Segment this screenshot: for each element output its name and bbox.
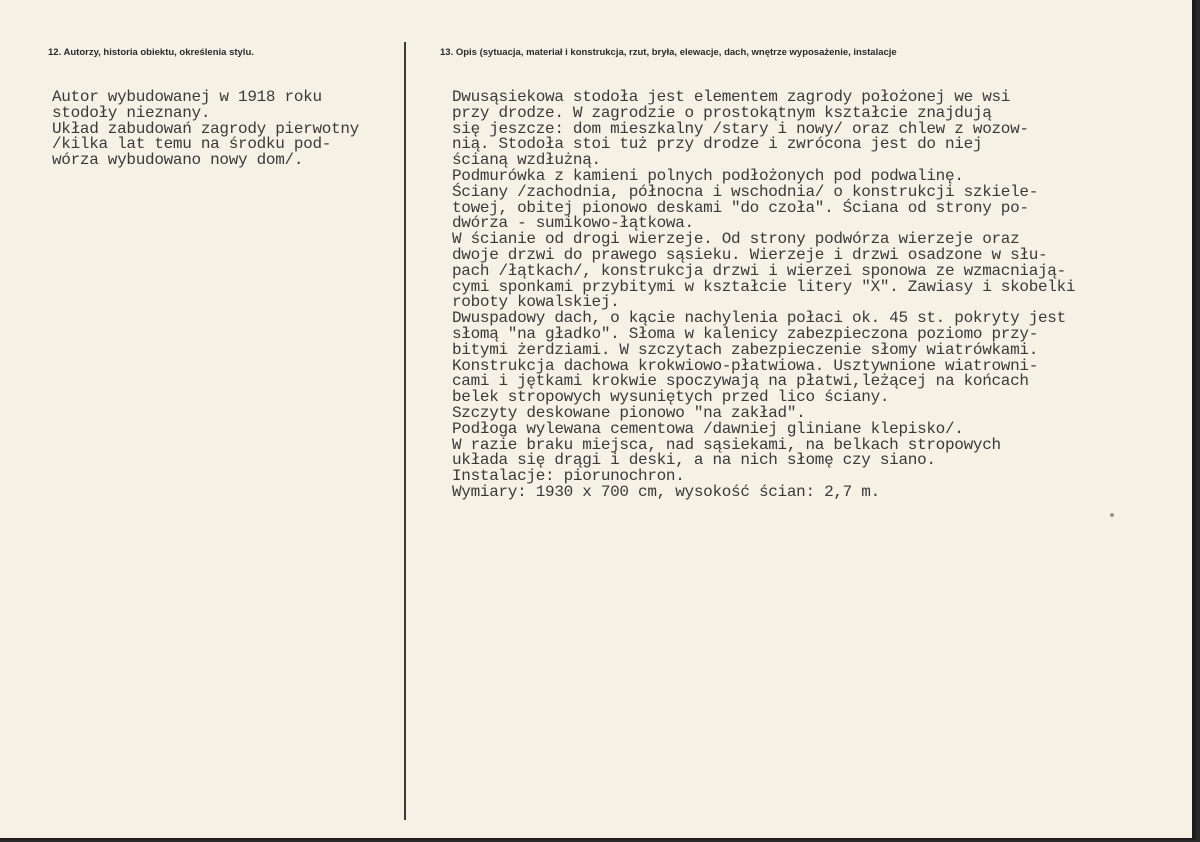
section-12-header: 12. Autorzy, historia obiektu, określenia stylu. — [48, 47, 254, 58]
text-line: W ścianie od drogi wierzeje. Od strony podwórza wierzeje oraz — [452, 230, 1020, 249]
paper-speck — [1110, 513, 1114, 517]
description-text — [452, 90, 1075, 501]
text-line: bitymi żerdziami. W szczytach zabezpieczenie słomy wiatrówkami. — [452, 340, 1038, 359]
text-line: Podmurówka z kamieni polnych podłożonych pod podwalinę. — [452, 166, 964, 185]
text-line: W razie braku miejsca, nad sąsiekami, na belkach stropowych — [452, 435, 1001, 454]
text-line: towej, obitej pionowo deskami "do czoła". Ściana od strony po- — [452, 198, 1029, 217]
text-line: nią. Stodoła stoi tuż przy drodze i zwrócona jest do niej — [452, 135, 983, 154]
text-line: cami i jętkami krokwie spoczywają na płatwi,leżącej na końcach — [452, 372, 1029, 391]
text-line: Szczyty deskowane pionowo "na zakład". — [452, 403, 806, 422]
text-line: roboty kowalskiej. — [452, 293, 620, 312]
text-line: Dwusąsiekowa stodoła jest elementem zagrody położonej we wsi — [452, 88, 1011, 106]
text-line: pach /łątkach/, konstrukcja drzwi i wierzei sponowa ze wzmacniają- — [452, 261, 1066, 280]
text-line: belek stropowych wysuniętych przed lico ściany. — [452, 388, 890, 407]
column-divider — [404, 42, 406, 820]
text-line: Dwuspadowy dach, o kącie nachylenia połaci ok. 45 st. pokryty jest — [452, 309, 1066, 328]
text-line: układa się drągi i deski, a na nich słomę czy siano. — [452, 451, 936, 470]
text-line: słomą "na gładko". Słoma w kalenicy zabezpieczona poziomo przy- — [452, 324, 1038, 343]
text-line: dwórza - sumikowo-łątkowa. — [452, 214, 694, 233]
text-line: Autor wybudowanej w 1918 roku — [52, 88, 322, 106]
text-line: przy drodze. W zagrodzie o prostokątnym kształcie znajdują — [452, 103, 992, 122]
text-line: ścianą wzdłużną. — [452, 151, 601, 170]
text-line: dwoje drzwi do prawego sąsieku. Wierzeje i drzwi osadzone w słu- — [452, 245, 1048, 264]
text-line: się jeszcze: dom mieszkalny /stary i nowy/ oraz chlew z wozow- — [452, 119, 1029, 138]
authors-history-text — [52, 90, 359, 169]
text-line: Ściany /zachodnia, północna i wschodnia/ o konstrukcji szkiele- — [452, 182, 1038, 201]
text-line: Instalacje: piorunochron. — [452, 467, 685, 486]
text-line: cymi sponkami przybitymi w kształcie litery "X". Zawiasy i skobelki — [452, 277, 1076, 296]
section-13-header: 13. Opis (sytuacja, materiał i konstrukcja, rzut, bryła, elewacje, dach, wnętrze wyposażenie, instalacje — [440, 47, 897, 58]
text-line: Konstrukcja dachowa krokwiowo-płatwiowa. Usztywnione wiatrowni- — [452, 356, 1038, 375]
text-line: /kilka lat temu na środku pod- — [52, 135, 332, 154]
text-line: Układ zabudowań zagrody pierwotny — [52, 119, 359, 138]
text-line: Podłoga wylewana cementowa /dawniej gliniane klepisko/. — [452, 419, 964, 438]
text-line: Wymiary: 1930 x 700 cm, wysokość ścian: 2,7 m. — [452, 482, 880, 501]
text-line: wórza wybudowano nowy dom/. — [52, 151, 304, 170]
text-line: stodoły nieznany. — [52, 103, 211, 122]
